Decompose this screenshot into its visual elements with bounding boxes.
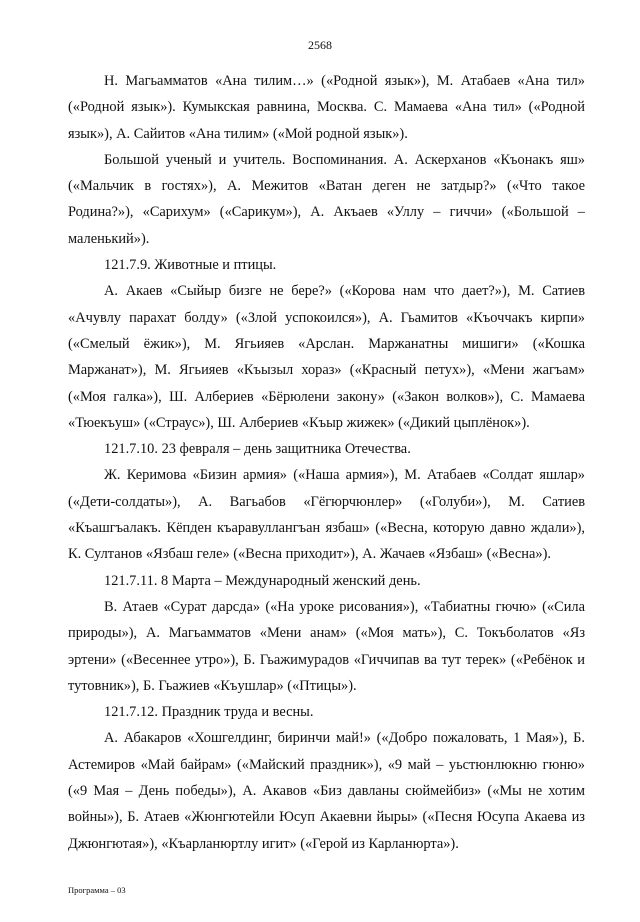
section-heading-121-7-9: 121.7.9. Животные и птицы. [104, 257, 277, 274]
paragraph-1: Н. Магьамматов «Ана тилим…» («Родной язык»), М. Атабаев «Ана тил» («Родной язык»). Кумыкская равнина, Москва. С. Мамаева «Ана тил» («Родной язык»), А. Сайитов «Ана тилим» («Мой родной язык»). [68, 73, 585, 142]
paragraph-3: А. Акаев «Сыйыр бизге не бере?» («Корова нам что дает?»), М. Сатиев «Ачувлу парахат болду» («Злой успокоился»), А. Гьамитов «Къоччакъ кирпи» («Смелый ёжик»), М. Ягьияев «Арслан. Маржанатны мишиги» («Кошка Маржанат»), М. Ягьияев «Къызыл хораз» («Красный петух»), «Мени жагъам» («Моя галка»), Ш. Албериев «Бёрюлени закону» («Закон волков»), С. Мамаева «Тюекъуш» («Страус»), Ш. Албериев «Къыр жижек» («Дикий цыплёнок»). [68, 283, 585, 431]
paragraph-6: А. Абакаров «Хошгелдинг, биринчи май!» («Добро пожаловать, 1 Мая»), Б. Астемиров «Май байрам» («Майский праздник»), «9 май – уьстюнлюкню гюню» («9 Мая – День победы»), А. Акавов «Биз давланы сюймейбиз» («Мы не хотим войны»), Б. Атаев «Жюнгютейли Юсуп Акаевни йыры» («Песня Юсупа Акаева из Джюнгютая»), «Къарланюртлу игит» («Герой из Карланюрта»). [68, 730, 585, 852]
section-heading-121-7-11: 121.7.11. 8 Марта – Международный женский день. [104, 572, 421, 589]
paragraph-4: Ж. Керимова «Бизин армия» («Наша армия»), М. Атабаев «Солдат яшлар» («Дети-солдаты»), А. Вагьабов «Гёгюрчюнлер» («Голуби»), М. Сатиев «Къашгъалакъ. Кёпден къаравуллангъан язбаш» («Весна, которую давно ждали»), К. Султанов «Язбаш геле» («Весна приходит»), А. Жачаев «Язбаш» («Весна»). [68, 467, 585, 563]
page-number: 2568 [308, 38, 332, 52]
document-body [68, 68, 585, 857]
paragraph-2: Большой ученый и учитель. Воспоминания. А. Аскерханов «Къонакъ яш» («Мальчик в гостях»), А. Межитов «Ватан деген не затдыр?» («Что такое Родина?»), «Сарихум» («Сарикум»), А. Акъаев «Уллу – гиччи» («Большой – маленький»). [68, 151, 585, 247]
section-heading-121-7-12: 121.7.12. Праздник труда и весны. [104, 704, 314, 721]
section-heading-121-7-10: 121.7.10. 23 февраля – день защитника Отечества. [104, 441, 411, 458]
paragraph-5: В. Атаев «Сурат дарсда» («На уроке рисования»), «Табиатны гючю» («Сила природы»), А. Магьамматов «Мени анам» («Моя мать»), С. Токъболатов «Яз эртени» («Весеннее утро»), Б. Гьажимурадов «Гиччипав ва тут терек» («Ребёнок и тутовник»), Б. Гьажиев «Къушлар» («Птицы»). [68, 598, 585, 694]
footer-text: Программа – 03 [68, 885, 126, 895]
